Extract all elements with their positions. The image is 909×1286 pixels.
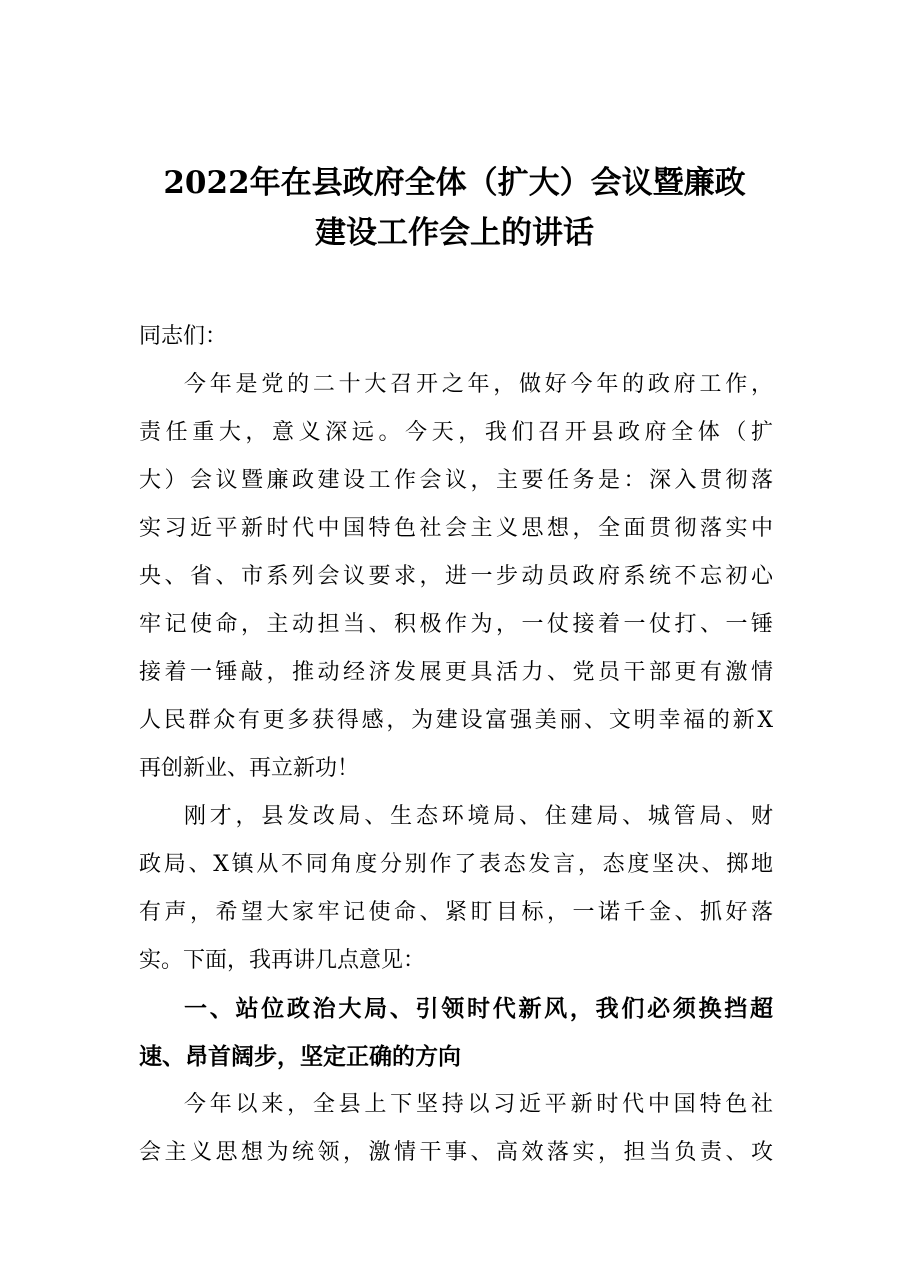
document-title-line-2: 建设工作会上的讲话 [315, 215, 594, 251]
paragraph-line: 牢记使命，主动担当、积极作为，一仗接着一仗打、一锤 [139, 612, 773, 637]
paragraph-line: 政局、X镇从不同角度分别作了表态发言，态度坚决、掷地 [139, 852, 773, 877]
section-heading-line: 一、站位政治大局、引领时代新风，我们必须换挡超 [184, 996, 773, 1022]
section-heading-line: 速、昂首阔步，坚定正确的方向 [139, 1044, 461, 1070]
document-body [139, 313, 773, 1177]
paragraph-line: 接着一锤敲，推动经济发展更具活力、党员干部更有激情 [139, 660, 773, 685]
paragraph-line: 责任重大，意义深远。今天，我们召开县政府全体（扩 [139, 420, 773, 445]
paragraph-line: 人民群众有更多获得感，为建设富强美丽、文明幸福的新X [139, 708, 773, 733]
paragraph-line: 今年以来，全县上下坚持以习近平新时代中国特色社 [184, 1092, 773, 1117]
paragraph-line: 央、省、市系列会议要求，进一步动员政府系统不忘初心 [139, 564, 773, 589]
salutation: 同志们： [139, 324, 228, 349]
paragraph-line: 有声，希望大家牢记使命、紧盯目标，一诺千金、抓好落 [139, 900, 773, 925]
paragraph-line: 实。下面，我再讲几点意见： [139, 948, 426, 973]
paragraph-line: 大）会议暨廉政建设工作会议，主要任务是：深入贯彻落 [139, 468, 773, 493]
document-title-line-1: 2022年在县政府全体（扩大）会议暨廉政 [163, 165, 746, 201]
paragraph-line: 今年是党的二十大召开之年，做好今年的政府工作， [184, 372, 773, 397]
paragraph-line: 再创新业、再立新功！ [139, 756, 360, 781]
paragraph-line: 会主义思想为统领，激情干事、高效落实，担当负责、攻 [139, 1140, 773, 1165]
paragraph-line: 刚才，县发改局、生态环境局、住建局、城管局、财 [184, 804, 773, 829]
paragraph-line: 实习近平新时代中国特色社会主义思想，全面贯彻落实中 [139, 516, 773, 541]
